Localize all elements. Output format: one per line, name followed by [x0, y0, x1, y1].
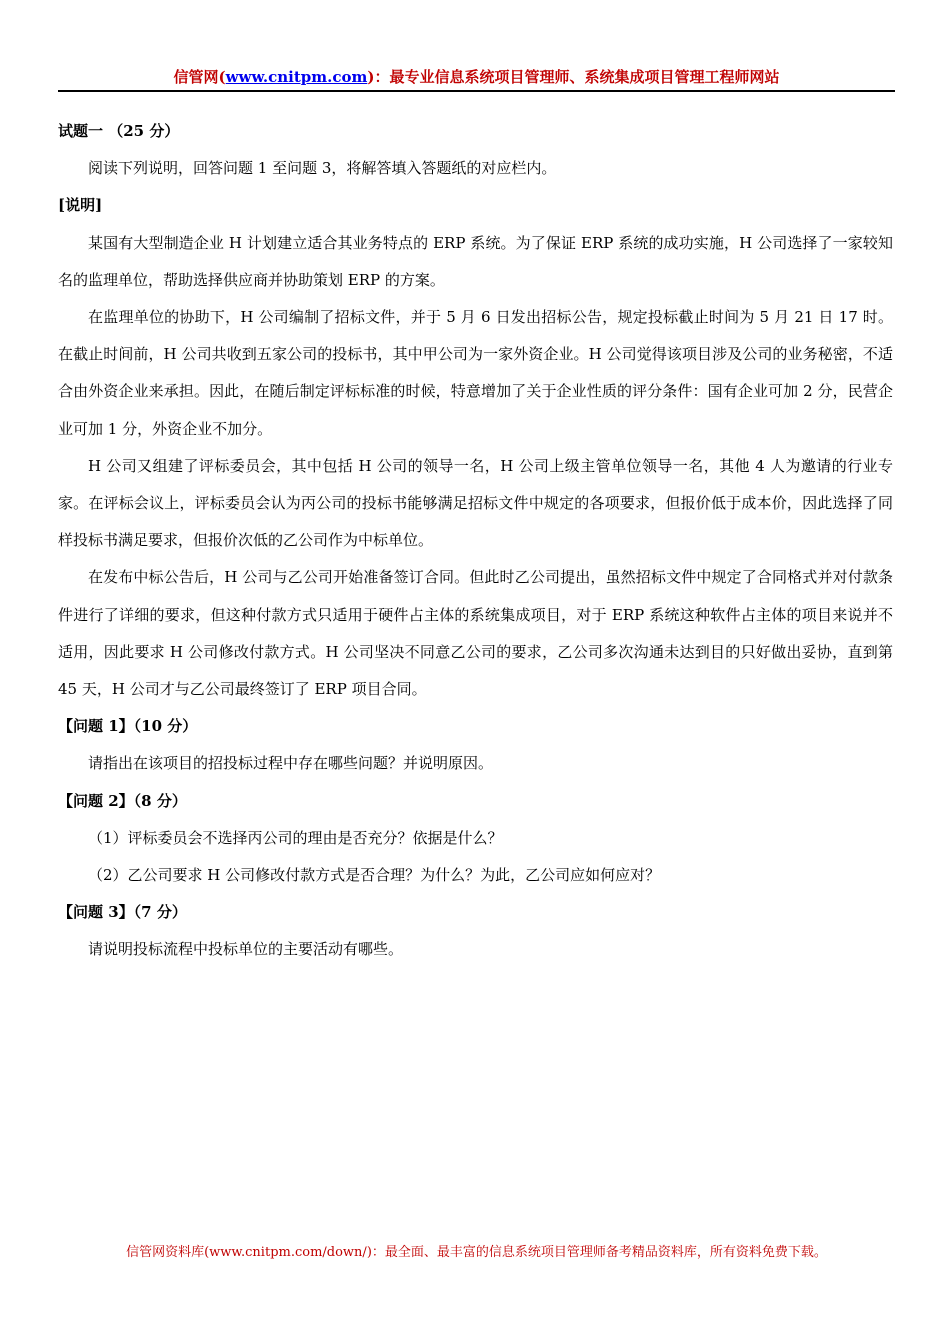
description-paragraph-3: H 公司又组建了评标委员会，其中包括 H 公司的领导一名，H 公司上级主管单位领导一名，其他 4 人为邀请的行业专家。在评标会议上，评标委员会认为丙公司的投标书能够满足招标文件中规定的各项要求，但报价低于成本价，因此选择了同样投标书满足要求，但报价次低的乙公司作为中标单位。 — [58, 456, 893, 550]
header-prefix: 信管网( — [173, 68, 226, 86]
question-3-label: 【问题 3】（7 分） — [58, 903, 187, 922]
site-header — [58, 66, 895, 88]
question-3-text: 请说明投标流程中投标单位的主要活动有哪些。 — [88, 940, 404, 959]
question-title: 试题一 （25 分） — [58, 122, 180, 140]
question-2-item-2: （2）乙公司要求 H 公司修改付款方式是否合理？为什么？为此，乙公司应如何应对？ — [88, 865, 661, 884]
header-divider — [58, 90, 895, 92]
description-label: [说明] — [58, 196, 103, 215]
question-1-text: 请指出在该项目的招投标过程中存在哪些问题？并说明原因。 — [88, 754, 494, 773]
question-instruction: 阅读下列说明，回答问题 1 至问题 3，将解答填入答题纸的对应栏内。 — [88, 159, 557, 178]
question-2-label: 【问题 2】（8 分） — [58, 791, 187, 810]
site-link[interactable]: www.cnitpm.com — [225, 68, 368, 86]
site-footer: 信管网资料库(www.cnitpm.com/down/)：最全面、最丰富的信息系统项目管理师备考精品资料库，所有资料免费下载。 — [126, 1245, 827, 1260]
question-1-label: 【问题 1】（10 分） — [58, 717, 198, 736]
header-suffix: )：最专业信息系统项目管理师、系统集成项目管理工程师网站 — [367, 68, 780, 86]
description-paragraph-1: 某国有大型制造企业 H 计划建立适合其业务特点的 ERP 系统。为了保证 ERP 系统的成功实施，H 公司选择了一家较知名的监理单位，帮助选择供应商并协助策划 ERP 的方案。 — [58, 233, 893, 289]
description-paragraph-2: 在监理单位的协助下，H 公司编制了招标文件，并于 5 月 6 日发出招标公告，规定投标截止时间为 5 月 21 日 17 时。在截止时间前，H 公司共收到五家公司的投标书，其中甲公司为一家外资企业。H 公司觉得该项目涉及公司的业务秘密，不适合由外资企业来承担。因此，在随后制定评标标准的时候，特意增加了关于企业性质的评分条件：国有企业可加 2 分，民营企业可加 1 分，外资企业不加分。 — [58, 307, 893, 438]
question-2-item-1: （1）评标委员会不选择丙公司的理由是否充分？依据是什么？ — [88, 828, 503, 847]
description-paragraph-4: 在发布中标公告后，H 公司与乙公司开始准备签订合同。但此时乙公司提出，虽然招标文件中规定了合同格式并对付款条件进行了详细的要求，但这种付款方式只适用于硬件占主体的系统集成项目，对于 ERP 系统这种软件占主体的项目来说并不适用，因此要求 H 公司修改付款方式。H 公司坚决不同意乙公司的要求，乙公司多次沟通未达到目的只好做出妥协，直到第 45 天，H 公司才与乙公司最终签订了 ERP 项目合同。 — [58, 568, 893, 698]
question-body — [58, 113, 893, 969]
